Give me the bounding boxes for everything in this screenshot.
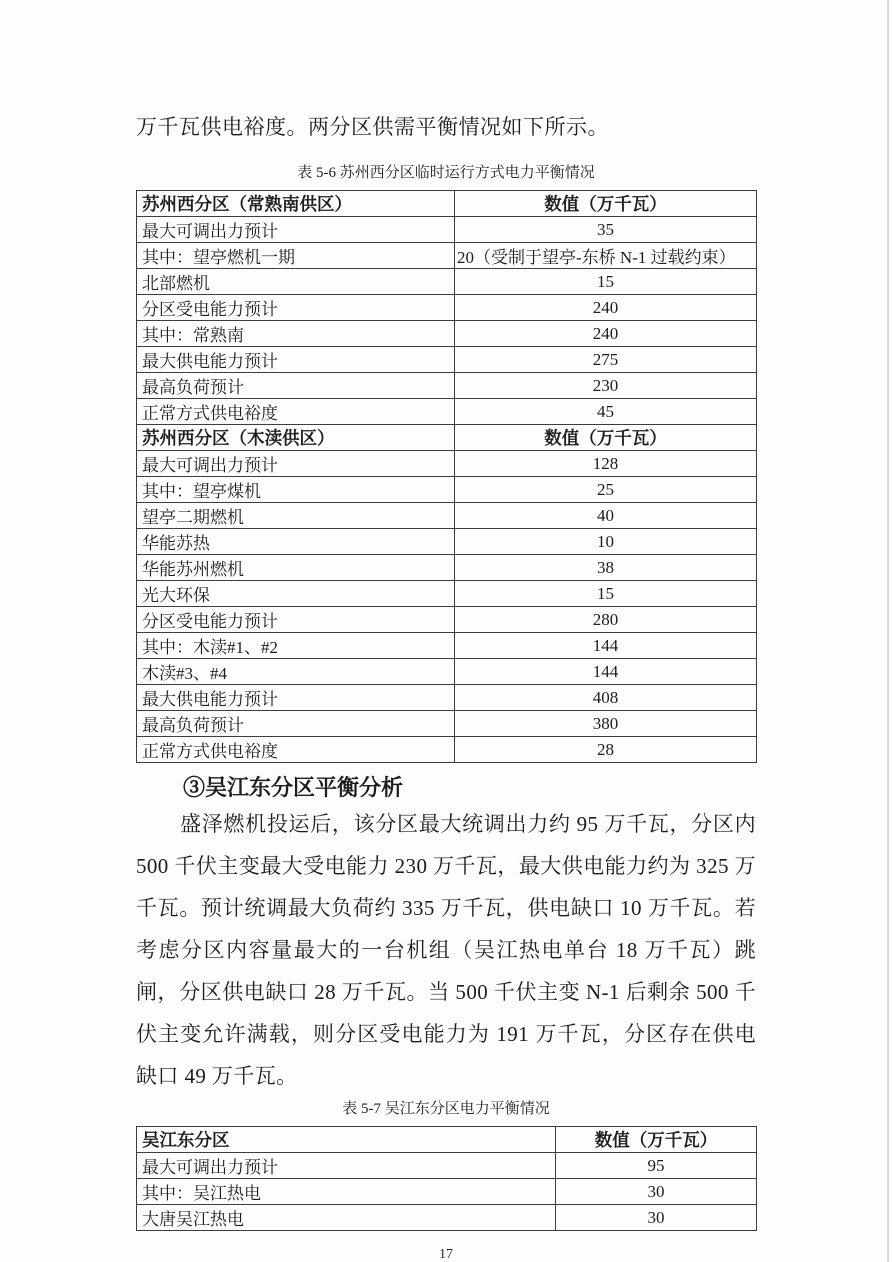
row-value-cell: 15 [455,581,757,607]
row-value-cell: 38 [455,555,757,581]
row-value-cell: 30 [556,1205,757,1231]
table-row [137,529,757,555]
row-label-cell: 其中：常熟南 [137,321,455,347]
row-value-cell: 275 [455,347,757,373]
table-row [137,1205,757,1231]
table-5-6-caption: 表 5-6 苏州西分区临时运行方式电力平衡情况 [297,165,595,181]
table-row [137,269,757,295]
row-value-cell: 25 [455,477,757,503]
row-label-cell: 其中：望亭燃机一期 [137,243,455,269]
row-value-cell: 45 [455,399,757,425]
row-value-cell: 144 [455,633,757,659]
scan-edge-right [887,0,889,1262]
body-paragraph: 盛泽燃机投运后，该分区最大统调出力约 95 万千瓦，分区内 500 千伏主变最大受电能力 230 万千瓦，最大供电能力约为 325 万千瓦。预计统调最大负荷约 335 万千瓦，供电缺口 10 万千瓦。若考虑分区内容量最大的一台机组（吴江热电单台 18 万千瓦）跳闸，分区供电缺口 28 万千瓦。当 500 千伏主变 N-1 后剩余 500 千伏主变允许满载，则分区受电能力为 191 万千瓦，分区存在供电缺口 49 万千瓦。 [136,812,756,1088]
row-value-cell: 128 [455,451,757,477]
table-row [137,321,757,347]
row-value-cell: 240 [455,321,757,347]
page-content [136,0,756,1262]
row-value-cell: 20（受制于望亭-东桥 N-1 过载约束） [455,243,757,269]
row-label-cell: 正常方式供电裕度 [137,399,455,425]
row-value-cell: 15 [455,269,757,295]
row-label-cell: 其中：木渎#1、#2 [137,633,455,659]
row-label-cell: 最高负荷预计 [137,711,455,737]
table-row [137,659,757,685]
table-row [137,633,757,659]
table-row [137,347,757,373]
table-row [137,243,757,269]
header-label-cell: 苏州西分区（木渎供区） [137,425,455,451]
row-value-cell: 380 [455,711,757,737]
row-value-cell: 280 [455,607,757,633]
header-label-cell: 苏州西分区（常熟南供区） [137,191,455,217]
table-row [137,399,757,425]
page-number: 17 [439,1247,453,1262]
table-5-7 [136,1126,757,1231]
table-5-6-body [137,191,757,763]
table-header-row [137,1127,757,1153]
row-value-cell: 28 [455,737,757,763]
table-row [137,685,757,711]
row-value-cell: 408 [455,685,757,711]
table-row [137,737,757,763]
row-label-cell: 最大供电能力预计 [137,347,455,373]
row-label-cell: 大唐吴江热电 [137,1205,556,1231]
table-5-6 [136,190,757,763]
row-label-cell: 华能苏州燃机 [137,555,455,581]
row-label-cell: 最大可调出力预计 [137,451,455,477]
row-value-cell: 10 [455,529,757,555]
row-value-cell: 95 [556,1153,757,1179]
table-row [137,217,757,243]
row-label-cell: 其中：吴江热电 [137,1179,556,1205]
row-label-cell: 北部燃机 [137,269,455,295]
table-5-7-body [137,1127,757,1231]
row-label-cell: 最大可调出力预计 [137,1153,556,1179]
table-row [137,373,757,399]
table-row [137,477,757,503]
header-value-cell: 数值（万千瓦） [455,191,757,217]
table-row [137,607,757,633]
table-row [137,1153,757,1179]
table-row [137,503,757,529]
row-label-cell: 最大供电能力预计 [137,685,455,711]
row-label-cell: 分区受电能力预计 [137,295,455,321]
table-row [137,1179,757,1205]
row-value-cell: 230 [455,373,757,399]
table-row [137,451,757,477]
intro-text: 万千瓦供电裕度。两分区供需平衡情况如下所示。 [136,115,609,139]
header-value-cell: 数值（万千瓦） [455,425,757,451]
table-header-row [137,425,757,451]
row-value-cell: 30 [556,1179,757,1205]
row-label-cell: 其中：望亭煤机 [137,477,455,503]
table-row [137,295,757,321]
row-value-cell: 144 [455,659,757,685]
row-value-cell: 35 [455,217,757,243]
table-5-7-caption: 表 5-7 吴江东分区电力平衡情况 [342,1101,550,1117]
table-row [137,555,757,581]
table-row [137,711,757,737]
row-label-cell: 分区受电能力预计 [137,607,455,633]
row-label-cell: 正常方式供电裕度 [137,737,455,763]
table-row [137,581,757,607]
row-label-cell: 望亭二期燃机 [137,503,455,529]
header-label-cell: 吴江东分区 [137,1127,556,1153]
section-heading: ③吴江东分区平衡分析 [183,775,404,800]
header-value-cell: 数值（万千瓦） [556,1127,757,1153]
row-label-cell: 光大环保 [137,581,455,607]
table-header-row [137,191,757,217]
row-label-cell: 华能苏热 [137,529,455,555]
row-label-cell: 最高负荷预计 [137,373,455,399]
row-value-cell: 240 [455,295,757,321]
row-label-cell: 最大可调出力预计 [137,217,455,243]
row-value-cell: 40 [455,503,757,529]
row-label-cell: 木渎#3、#4 [137,659,455,685]
